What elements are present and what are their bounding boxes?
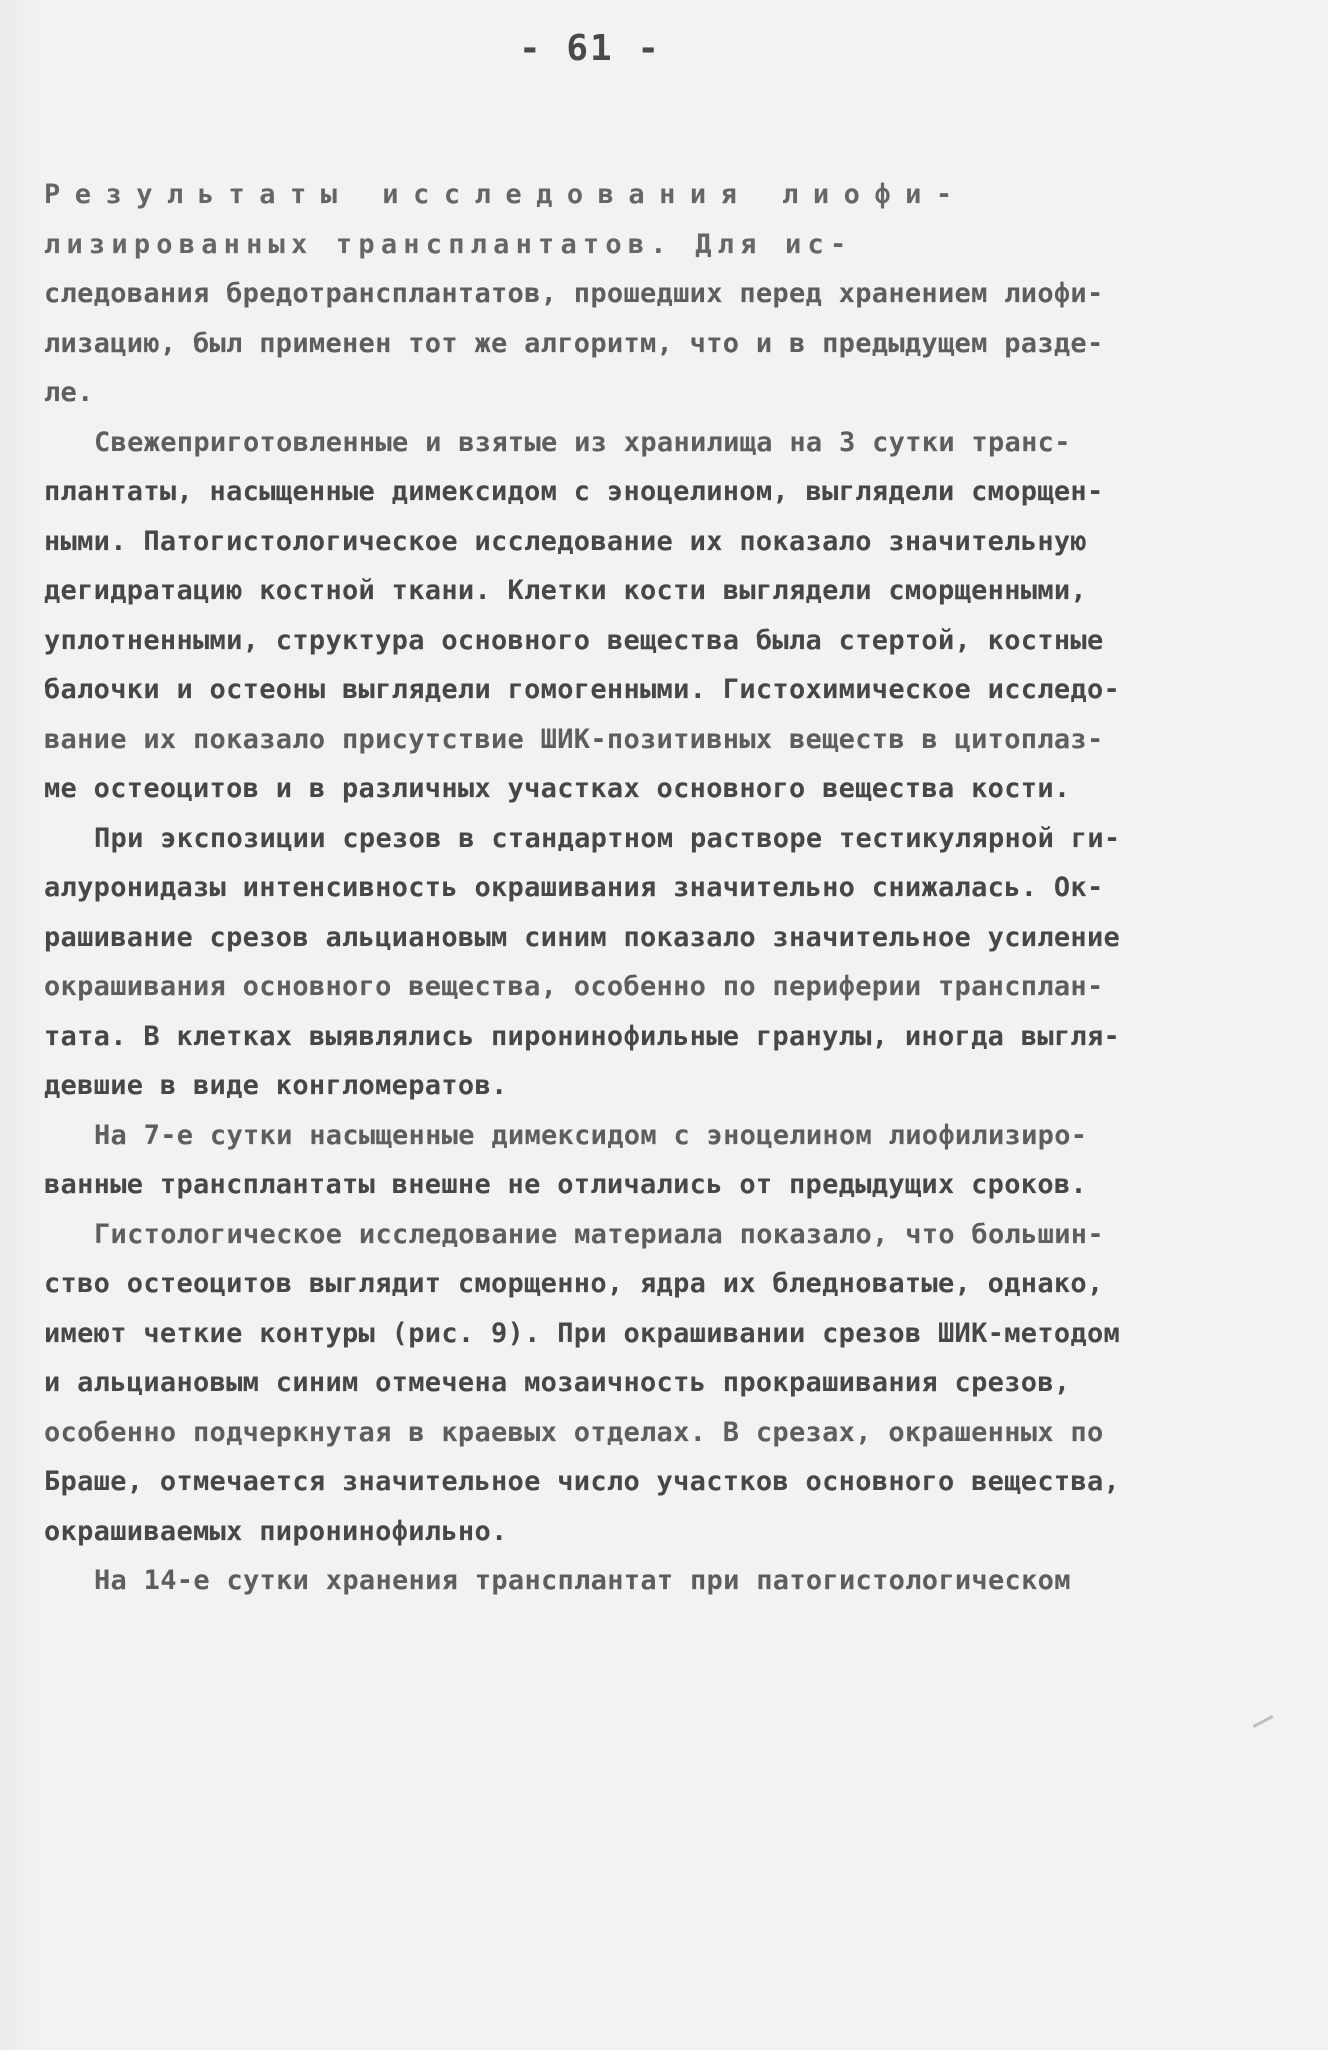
- text-line: алуронидазы интенсивность окрашивания значительно снижалась. Ок-: [44, 872, 1104, 903]
- text-line: ме остеоцитов и в различных участках основного вещества кости.: [44, 773, 1071, 804]
- text-line: вание их показало присутствие ШИК-позитивных веществ в цитоплаз-: [44, 723, 1104, 755]
- text-line: имеют четкие контуры (рис. 9). При окрашивании срезов ШИК-методом: [44, 1317, 1121, 1349]
- text-line: ными. Патогистологическое исследование их показало значительную: [44, 525, 1087, 557]
- text-line: лизацию, был применен тот же алгоритм, что и в предыдущем разде-: [44, 327, 1104, 359]
- page-number: - 61 -: [518, 28, 662, 69]
- text-line: рашивание срезов альциановым синим показало значительное усиление: [44, 921, 1121, 953]
- text-line: балочки и остеоны выглядели гомогенными. Гистохимическое исследо-: [44, 674, 1121, 705]
- text-line: дегидратацию костной ткани. Клетки кости выглядели сморщенными,: [44, 575, 1087, 606]
- text-line: особенно подчеркнутая в краевых отделах. В срезах, окрашенных по: [44, 1416, 1104, 1448]
- section-heading-line: лизированных трансплантатов. Для ис-: [44, 228, 853, 260]
- text-line: Браше, отмечается значительное число участков основного вещества,: [44, 1466, 1121, 1497]
- text-line: Свежеприготовленные и взятые из хранилища на 3 сутки транс-: [94, 426, 1071, 458]
- text-line: На 14-е сутки хранения трансплантат при патогистологическом: [94, 1565, 1071, 1596]
- text-line: ство остеоцитов выглядит сморщенно, ядра их бледноватые, однако,: [44, 1268, 1104, 1299]
- text-line: девшие в виде конгломератов.: [44, 1070, 508, 1101]
- pencil-mark-icon: [1253, 1715, 1274, 1728]
- section-heading-line: Результаты исследования лиофи-: [44, 179, 967, 210]
- text-line: следования бредотрансплантатов, прошедших перед хранением лиофи-: [44, 278, 1104, 309]
- text-line: тата. В клетках выявлялись пиронинофильные гранулы, иногда выгля-: [44, 1020, 1121, 1052]
- text-line: и альциановым синим отмечена мозаичность прокрашивания срезов,: [44, 1367, 1071, 1398]
- text-line: окрашивания основного вещества, особенно по периферии трансплан-: [44, 971, 1104, 1002]
- text-line: ле.: [44, 377, 94, 408]
- text-line: плантаты, насыщенные димексидом с эноцелином, выглядели сморщен-: [44, 476, 1104, 507]
- text-line: окрашиваемых пиронинофильно.: [44, 1515, 508, 1547]
- text-line: уплотненными, структура основного вещества была стертой, костные: [44, 624, 1104, 656]
- text-line: При экспозиции срезов в стандартном растворе тестикулярной ги-: [94, 822, 1121, 854]
- text-line: На 7-е сутки насыщенные димексидом с эноцелином лиофилизиро-: [94, 1119, 1088, 1151]
- text-line: Гистологическое исследование материала показало, что большин-: [94, 1218, 1104, 1250]
- body-text: [44, 170, 1274, 1606]
- text-line: ванные трансплантаты внешне не отличались от предыдущих сроков.: [44, 1169, 1087, 1200]
